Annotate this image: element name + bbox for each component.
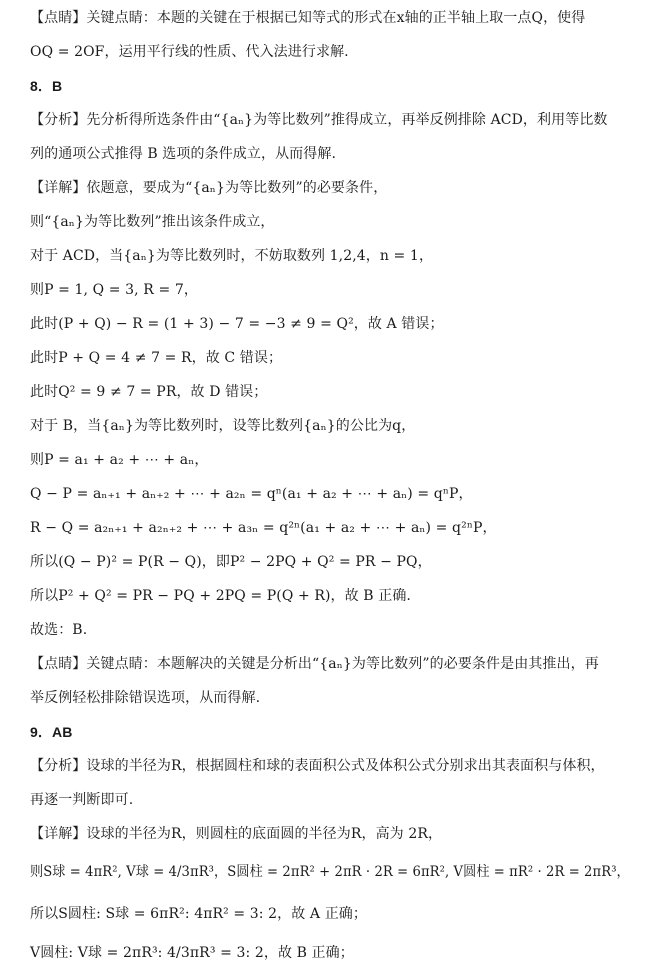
detail-line-5: 此时(P + Q) − R = (1 + 3) − 7 = −3 ≠ 9 = Q²，故 A 错误； [30,316,444,332]
detail-line-7: 此时Q² = 9 ≠ 7 = PR，故 D 错误； [30,384,268,400]
key-point-note-line-1: 【点睛】关键点睛：本题的关键在于根据已知等式的形式在x轴的正半轴上取一点Q，使得 [30,10,586,26]
detail-line-1: 【详解】依题意，要成为“{aₙ}为等比数列”的必要条件， [30,180,388,196]
detail-9-line-3: 所以S圆柱: S球 = 6πR²: 4πR² = 3: 2，故 A 正确； [30,906,367,922]
choose-answer: 故选：B. [30,622,88,638]
detail-line-13: 所以P² + Q² = PR − PQ + 2PQ = P(Q + R)，故 B 正确. [30,588,411,604]
detail-line-4: 则P = 1, Q = 3, R = 7， [30,282,198,298]
key-point-line-2: 举反例轻松排除错误选项，从而得解. [30,690,261,706]
detail-line-11: R − Q = a₂ₙ₊₁ + a₂ₙ₊₂ + ⋯ + a₃ₙ = q²ⁿ(a₁ + a₂ + ⋯ + aₙ) = q²ⁿP， [30,520,497,536]
question-9-answer: 9．AB [30,724,73,740]
detail-line-8: 对于 B，当{aₙ}为等比数列时，设等比数列{aₙ}的公比为q， [30,418,416,434]
analysis-9-line-1: 【分析】设球的半径为R，根据圆柱和球的表面积公式及体积公式分别求出其表面积与体积， [30,758,605,774]
detail-9-line-4: V圆柱: V球 = 2πR³: 4/3πR³ = 3: 2，故 B 正确； [30,945,354,961]
detail-line-3: 对于 ACD，当{aₙ}为等比数列时，不妨取数列 1,2,4，n = 1， [30,248,434,264]
analysis-line-1: 【分析】先分析得所选条件由“{aₙ}为等比数列”推得成立，再举反例排除 ACD，利用等比数 [30,112,608,128]
detail-9-line-1: 【详解】设球的半径为R，则圆柱的底面圆的半径为R，高为 2R， [30,826,443,842]
key-point-line-1: 【点睛】关键点睛：本题解决的关键是分析出“{aₙ}为等比数列”的必要条件是由其推出，再 [30,656,599,672]
analysis-9-line-2: 再逐一判断即可. [30,792,134,808]
detail-9-line-2: 则S球 = 4πR², V球 = 4/3πR³，S圆柱 = 2πR² + 2πR · 2R = 6πR², V圆柱 = πR² · 2R = 2πR³， [30,864,630,880]
detail-line-6: 此时P + Q = 4 ≠ 7 = R，故 C 错误； [30,350,283,366]
detail-line-10: Q − P = aₙ₊₁ + aₙ₊₂ + ⋯ + a₂ₙ = qⁿ(a₁ + a₂ + ⋯ + aₙ) = qⁿP， [30,486,473,502]
detail-line-9: 则P = a₁ + a₂ + ⋯ + aₙ， [30,452,209,468]
key-point-note-line-2: OQ = 2OF，运用平行线的性质、代入法进行求解. [30,44,349,60]
question-8-answer: 8．B [30,78,63,94]
detail-line-2: 则“{aₙ}为等比数列”推出该条件成立， [30,214,275,230]
analysis-line-2: 列的通项公式推得 B 选项的条件成立，从而得解. [30,146,337,162]
detail-line-12: 所以(Q − P)² = P(R − Q)，即P² − 2PQ + Q² = PR − PQ， [30,554,432,570]
